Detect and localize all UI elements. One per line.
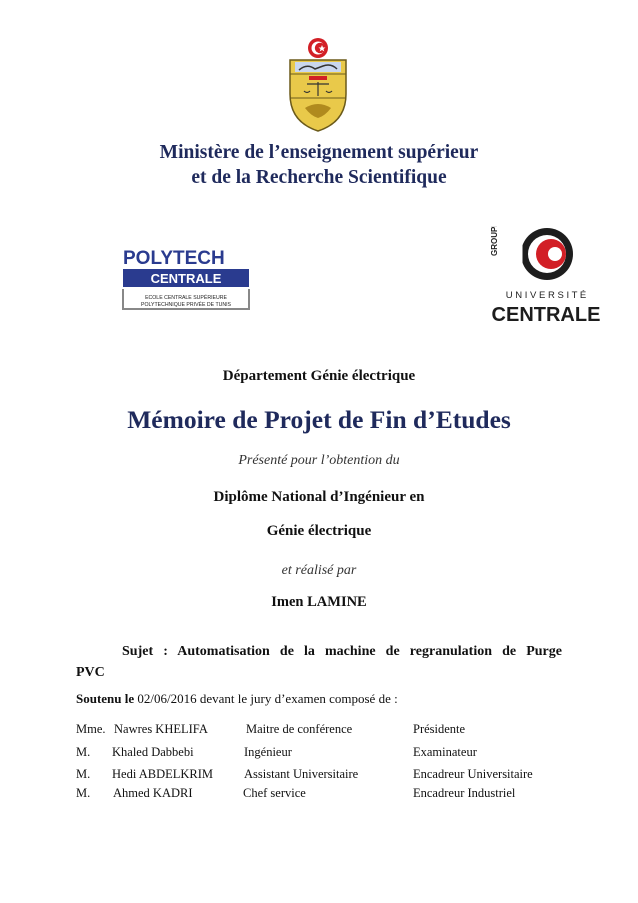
polytech-centrale-logo [120, 246, 252, 320]
presented-for-text: Présenté pour l’obtention du [238, 453, 400, 468]
jury-title: Mme. [76, 722, 106, 736]
jury-name: Khaled Dabbebi [112, 745, 194, 759]
coat-of-arms-icon [285, 36, 351, 134]
subject-line2: PVC [76, 665, 105, 680]
realized-by-text: et réalisé par [281, 563, 357, 578]
jury-role: Examinateur [413, 745, 477, 759]
document-title: Mémoire de Projet de Fin d’Etudes [127, 405, 511, 434]
centrale-text: CENTRALE [491, 304, 601, 326]
universite-centrale-logo [485, 226, 607, 330]
author-name: Imen LAMINE [271, 594, 367, 610]
defense-label: Soutenu le [76, 691, 135, 706]
jury-grade: Ingénieur [244, 745, 292, 759]
jury-row [0, 745, 638, 763]
jury-grade: Assistant Universitaire [244, 767, 359, 781]
jury-name: Ahmed KADRI [113, 786, 193, 800]
subject-block [76, 641, 562, 683]
groupe-text: GROUPE [490, 226, 499, 256]
jury-name: Hedi ABDELKRIM [112, 767, 214, 781]
department-label: Département Génie électrique [222, 368, 416, 384]
jury-row [0, 786, 638, 804]
jury-row [0, 722, 638, 740]
polytech-subtitle-2: POLYTECHNIQUE PRIVÉE DE TUNIS [140, 302, 232, 308]
specialty-label: Génie électrique [266, 523, 372, 539]
jury-row [0, 767, 638, 785]
subject-line1: Sujet : Automatisation de la machine de regranulation de Purge [122, 644, 562, 659]
jury-role: Présidente [413, 722, 466, 736]
universite-text: U N I V E R S I T É [505, 290, 587, 301]
jury-role: Encadreur Industriel [413, 786, 516, 800]
jury-title: M. [76, 786, 91, 800]
jury-grade: Maitre de conférence [246, 722, 353, 736]
defense-line [76, 691, 398, 707]
centrale-logo-text: CENTRALE [150, 271, 222, 286]
polytech-subtitle-1: ECOLE CENTRALE SUPÉRIEURE [145, 295, 227, 301]
ministry-heading [0, 140, 638, 190]
jury-title: M. [76, 745, 91, 759]
jury-name: Nawres KHELIFA [114, 722, 208, 736]
defense-text: 02/06/2016 devant le jury d’examen composé de : [134, 691, 398, 706]
jury-grade: Chef service [243, 786, 306, 800]
diploma-label: Diplôme National d’Ingénieur en [213, 489, 425, 505]
jury-title: M. [76, 767, 91, 781]
polytech-logo-text: POLYTECH [123, 248, 225, 269]
ministry-line1: Ministère de l’enseignement supérieur [159, 142, 479, 163]
ministry-line2: et de la Recherche Scientifique [191, 167, 447, 188]
jury-role: Encadreur Universitaire [413, 767, 533, 781]
